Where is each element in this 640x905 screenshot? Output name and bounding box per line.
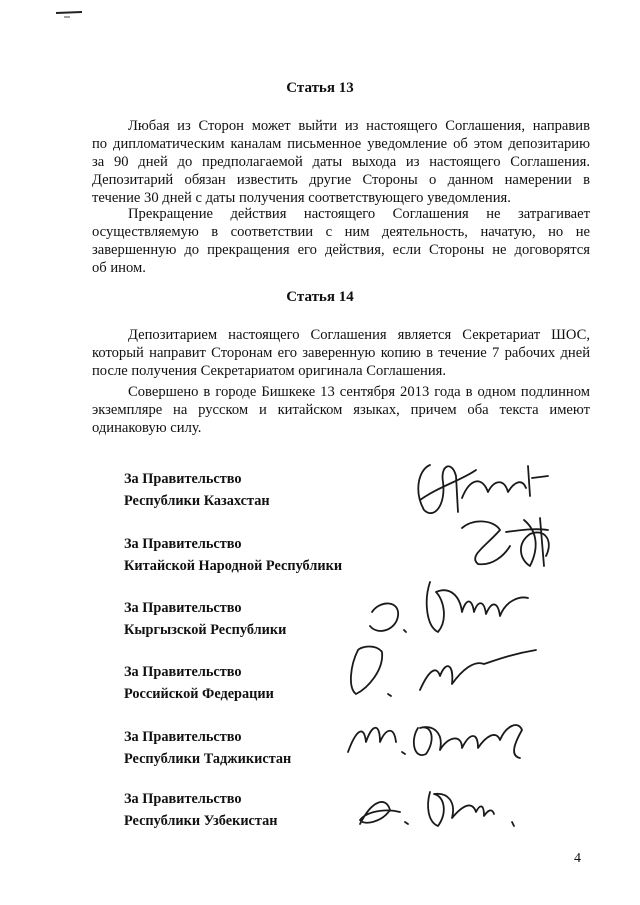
text-line: осуществляемую в соответствии с ним деятельность, начатую, но не <box>92 224 590 240</box>
signature-kyrgyzstan <box>370 582 528 632</box>
signatory-tajikistan <box>124 726 291 770</box>
text-line: Любая из Сторон может выйти из настоящего Соглашения, направив <box>128 118 590 134</box>
signatory-line-1: За Правительство <box>124 729 242 745</box>
signatory-line-2: Республики Узбекистан <box>124 813 278 829</box>
signatory-china <box>124 533 342 577</box>
signatory-russia <box>124 661 274 705</box>
signatory-line-2: Российской Федерации <box>124 686 274 702</box>
signature-kazakhstan <box>418 465 548 513</box>
article-14-heading: Статья 14 <box>286 289 354 305</box>
article-13-heading: Статья 13 <box>286 80 354 96</box>
signatory-line-1: За Правительство <box>124 791 242 807</box>
text-line: Прекращение действия настоящего Соглашения не затрагивает <box>128 206 590 222</box>
text-line: Депозитарием настоящего Соглашения является Секретариат ШОС, <box>128 327 590 343</box>
article-14-paragraph-1 <box>92 326 590 380</box>
page-number: 4 <box>574 851 581 866</box>
text-line: экземпляре на русском и китайском языках, причем оба текста имеют <box>92 402 590 418</box>
text-line: завершенную до прекращения его действия, если Стороны не договорятся <box>92 242 590 258</box>
signature-tajikistan <box>348 725 522 758</box>
text-line: за 90 дней до предполагаемой даты выхода из настоящего Соглашения. <box>92 154 590 170</box>
text-line: который направит Сторонам его заверенную копию в течение 7 рабочих дней <box>92 345 590 361</box>
signatory-line-1: За Правительство <box>124 664 242 680</box>
signatory-line-1: За Правительство <box>124 536 242 552</box>
signatory-line-1: За Правительство <box>124 471 242 487</box>
signature-china <box>462 518 549 566</box>
signatory-line-2: Китайской Народной Республики <box>124 558 343 574</box>
scan-corner-mark <box>56 10 84 20</box>
article-13-paragraph-1 <box>92 117 590 207</box>
text-line: по дипломатическим каналам письменное уведомление об этом депозитарию <box>92 136 590 152</box>
signatory-line-1: За Правительство <box>124 600 242 616</box>
closing-paragraph <box>92 383 590 437</box>
text-line: Совершено в городе Бишкеке 13 сентября 2013 года в одном подлинном <box>128 384 590 400</box>
signatory-uzbekistan <box>124 788 277 832</box>
text-line: об ином. <box>92 260 146 276</box>
signature-uzbekistan <box>360 792 514 826</box>
signatory-line-2: Кыргызской Республики <box>124 622 287 638</box>
signatory-line-2: Республики Таджикистан <box>124 751 292 767</box>
text-line: после получения Секретариатом оригинала Соглашения. <box>92 363 446 379</box>
text-line: одинаковую силу. <box>92 420 202 436</box>
text-line: Депозитарий обязан известить другие Стороны о данном намерении в <box>92 172 590 188</box>
signature-russia <box>351 647 536 697</box>
article-13-paragraph-2 <box>92 205 590 277</box>
signatory-kyrgyzstan <box>124 597 286 641</box>
signatory-kazakhstan <box>124 468 270 512</box>
text-line: течение 30 дней с даты получения соответствующего уведомления. <box>92 190 511 206</box>
signatory-line-2: Республики Казахстан <box>124 493 270 509</box>
